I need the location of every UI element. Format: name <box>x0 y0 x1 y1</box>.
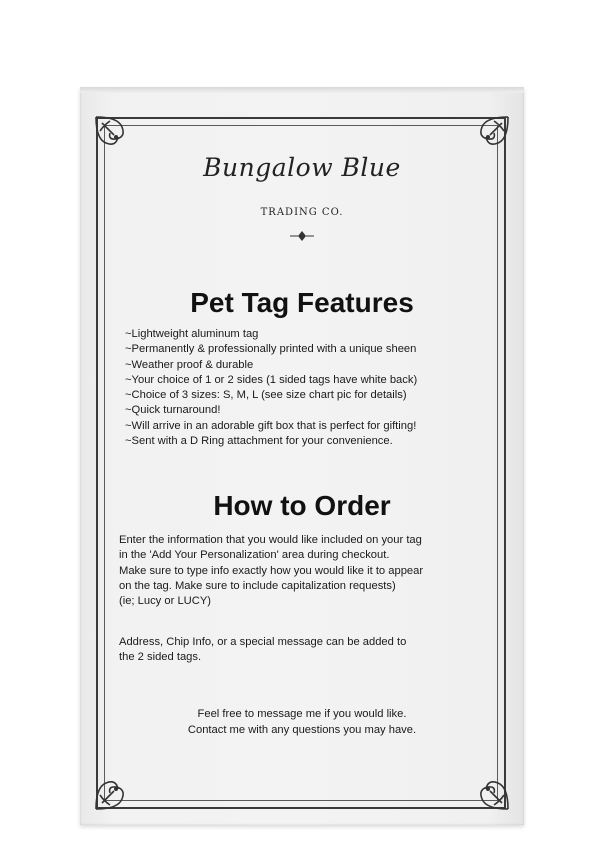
list-item: ~Choice of 3 sizes: S, M, L (see size chart pic for details) <box>125 389 407 402</box>
list-item: ~Your choice of 1 or 2 sides (1 sided tags have white back) <box>125 373 418 386</box>
closing-line: Feel free to message me if you would like. <box>197 708 407 720</box>
list-item: ~Lightweight aluminum tag <box>125 328 259 340</box>
corner-flourish-icon <box>460 761 512 813</box>
order-extra-info <box>119 635 509 666</box>
box-lid-edge <box>80 87 524 93</box>
text-line: the 2 sided tags. <box>119 651 202 664</box>
text-line: (ie; Lucy or LUCY) <box>119 595 212 608</box>
text-line: on the tag. Make sure to include capitalization requests) <box>119 579 396 592</box>
text-line: Make sure to type info exactly how you would like it to appear <box>119 564 424 577</box>
brand-logo-subtitle: TRADING CO. <box>260 207 344 218</box>
text-line: Enter the information that you would like included on your tag <box>119 534 422 546</box>
brand-logo-script: Bungalow Blue <box>203 153 401 182</box>
features-heading: Pet Tag Features <box>190 287 414 318</box>
inner-border-frame <box>104 125 498 801</box>
list-item: ~Weather proof & durable <box>125 358 254 371</box>
closing-line: Contact me with any questions you may have. <box>187 724 417 736</box>
list-item: ~Sent with a D Ring attachment for your convenience. <box>125 435 393 448</box>
list-item: ~Permanently & professionally printed with a unique sheen <box>125 343 417 356</box>
text-line: in the 'Add Your Personalization' area during checkout. <box>119 549 390 562</box>
list-item: ~Will arrive in an adorable gift box that is perfect for gifting! <box>125 419 417 432</box>
features-list <box>125 327 505 449</box>
logo-ornament-icon <box>290 229 314 241</box>
how-to-order-heading: How to Order <box>213 490 391 521</box>
order-instructions <box>119 533 509 609</box>
text-line: Address, Chip Info, or a special message can be added to <box>119 636 407 648</box>
list-item: ~Quick turnaround! <box>125 404 221 417</box>
corner-flourish-icon <box>92 761 144 813</box>
gift-box-card <box>80 87 524 825</box>
